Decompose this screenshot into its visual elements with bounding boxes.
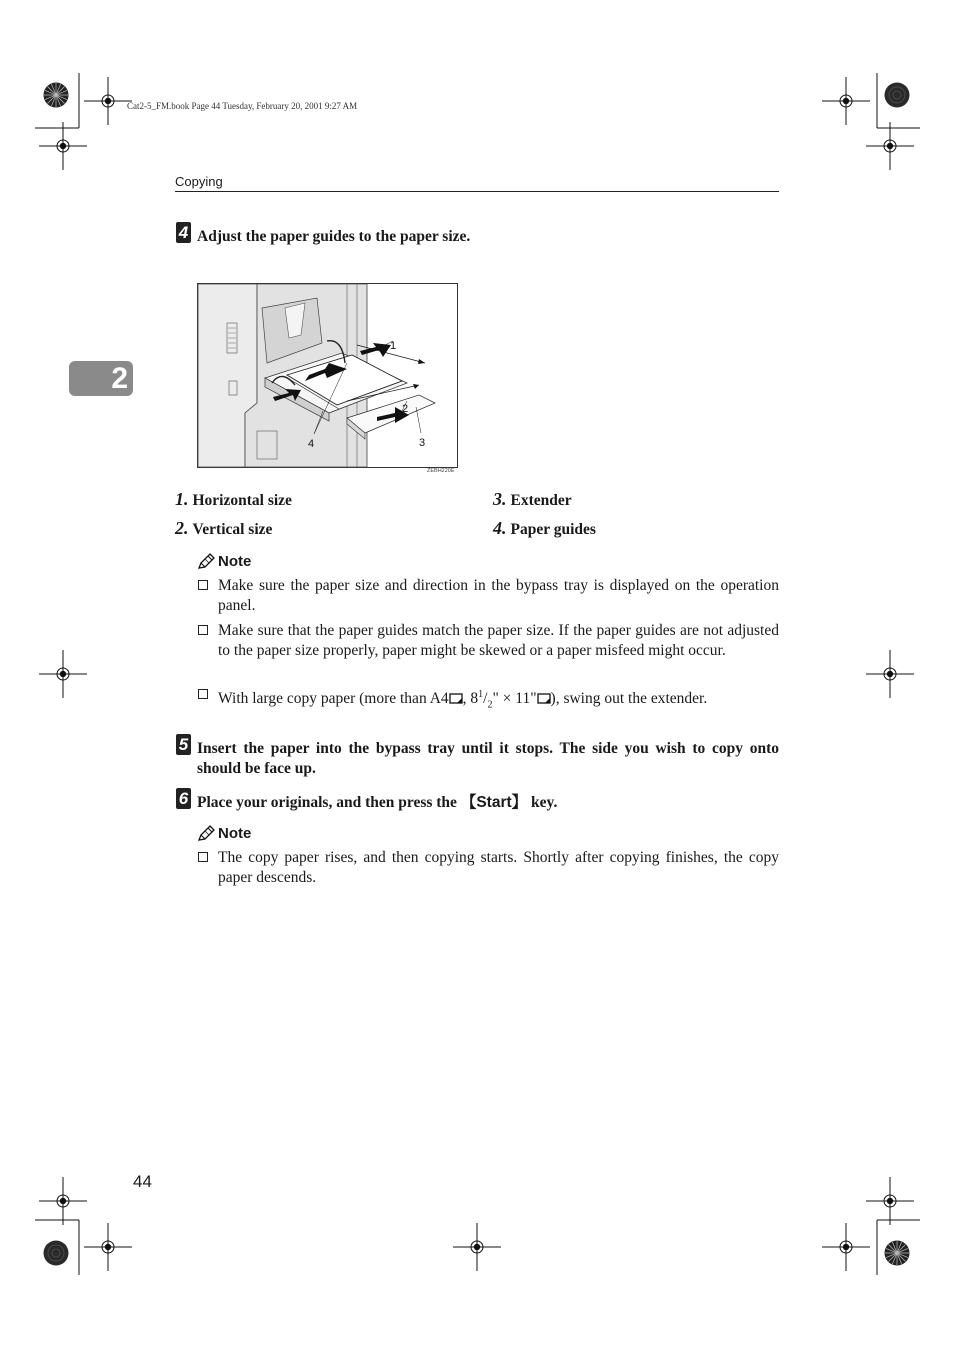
paper-orientation-icon <box>537 693 551 704</box>
figure-callout-3: 3 <box>419 437 426 449</box>
legend-label: Horizontal size <box>192 492 292 509</box>
checkbox-bullet-icon <box>198 689 208 699</box>
step-text: Insert the paper into the bypass tray until it stops. The side you wish to copy onto should be face up. <box>197 740 779 777</box>
note-item: With large copy paper (more than A4 , $8^1/_2$" × 11" ), swing out the extender. <box>218 685 779 715</box>
note-label: Note <box>218 825 252 842</box>
header-rule <box>175 191 779 192</box>
legend-number: 2. <box>175 518 189 538</box>
paper-orientation-icon <box>449 693 463 704</box>
legend-label: Extender <box>510 492 572 509</box>
note-text: Make sure the paper size and direction in the bypass tray is displayed on the operation panel. <box>218 577 779 614</box>
running-header: Copying <box>175 174 223 189</box>
legend-label: Vertical size <box>192 521 273 538</box>
figure-callout-1: 1 <box>390 340 397 352</box>
note-item <box>218 621 779 661</box>
pencil-icon <box>197 825 215 842</box>
legend-item <box>175 518 272 539</box>
checkbox-bullet-icon <box>198 580 208 590</box>
legend-number: 3. <box>493 489 507 509</box>
figure-code: ZEBH220E <box>427 468 455 474</box>
start-key-label: Start <box>476 794 512 811</box>
note-text: Make sure that the paper guides match the paper size. If the paper guides are not adjusted to the paper size properly, paper might be skewed or a paper misfeed might occur. <box>218 622 779 659</box>
book-info: Cat2-5_FM.book Page 44 Tuesday, February 20, 2001 9:27 AM <box>127 101 358 111</box>
checkbox-bullet-icon <box>198 852 208 862</box>
note-item <box>218 576 779 616</box>
note-text: The copy paper rises, and then copying starts. Shortly after copying finishes, the copy paper descends. <box>218 849 779 886</box>
page-number: 44 <box>133 1172 152 1191</box>
figure-callout-2: 2 <box>402 403 409 415</box>
note-heading <box>197 553 251 570</box>
step-number: 5 <box>176 734 191 755</box>
step-text: Place your originals, and then press the 【Start】 key. <box>197 794 558 811</box>
step-number: 6 <box>176 788 191 809</box>
legend-item <box>175 489 292 510</box>
legend-item <box>493 518 596 539</box>
step-number: 4 <box>176 222 191 243</box>
chapter-tab <box>69 361 133 396</box>
legend-number: 1. <box>175 489 189 509</box>
note-label: Note <box>218 553 252 570</box>
chapter-number: 2 <box>111 362 128 395</box>
legend-item <box>493 489 572 510</box>
figure-callout-4: 4 <box>308 438 315 450</box>
legend-label: Paper guides <box>510 521 596 538</box>
step-text: Adjust the paper guides to the paper size. <box>197 228 471 245</box>
checkbox-bullet-icon <box>198 625 208 635</box>
pencil-icon <box>197 553 215 570</box>
bypass-tray-figure <box>197 283 458 468</box>
legend-number: 4. <box>493 518 507 538</box>
note-item <box>218 848 779 888</box>
note-heading <box>197 825 251 842</box>
